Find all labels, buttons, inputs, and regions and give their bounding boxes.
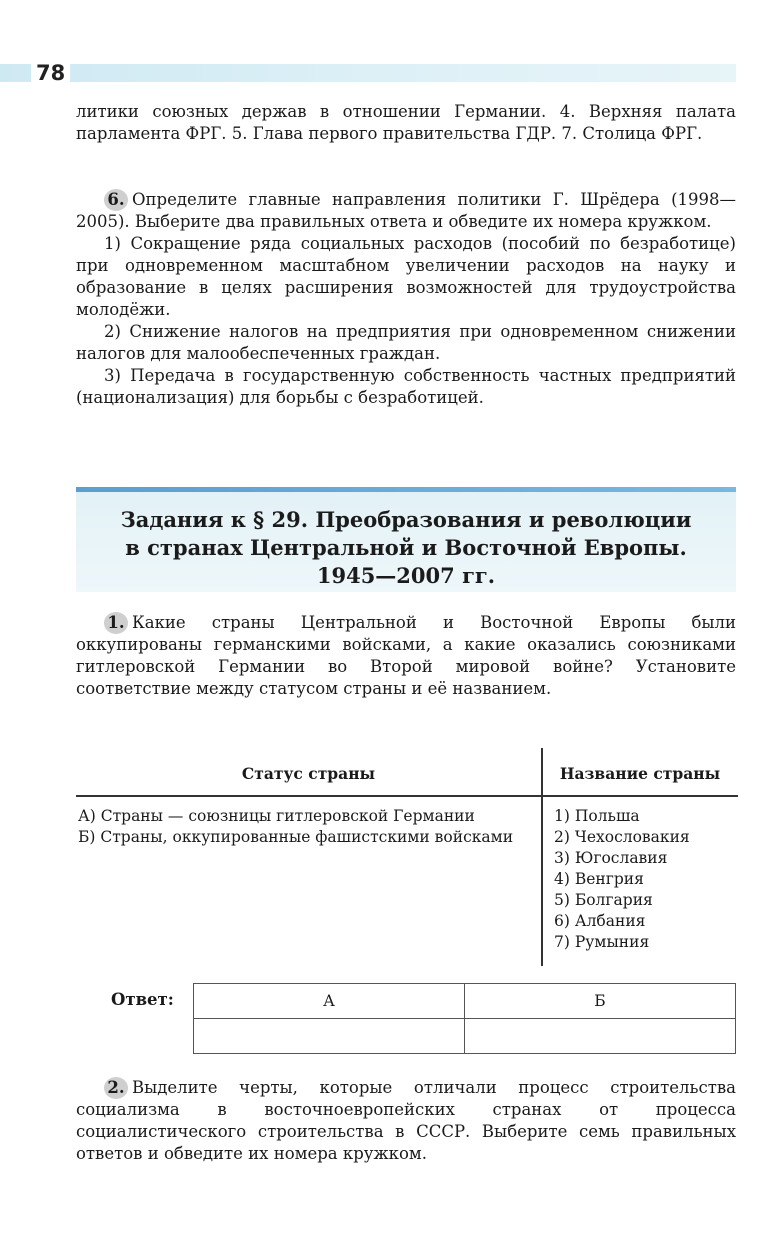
table-header-status: Статус страны [241,764,376,783]
task-2-number: 2. [104,1077,128,1099]
task-2-question [76,1077,736,1165]
status-item-b: Б) Страны, оккупированные фашистскими войсками [78,828,514,846]
task-6-option-1: 1) Сокращение ряда социальных расходов (пособий по безработице) при одновременном масштабном увеличении расходов на науку и образование в целях расширения возможностей для трудоустройства молодёжи. [76,234,736,319]
country-item: 3) Югославия [554,849,668,867]
country-list [554,806,734,953]
status-list [78,806,523,848]
country-item: 4) Венгрия [554,870,644,888]
task-6-number: 6. [104,189,128,211]
task-6-question-text: Определите главные направления политики Г. Шрёдера (1998—2005). Выберите два правильных ответа и обведите их номера кружком. [76,190,736,231]
answer-column-b-header: Б [465,984,736,1019]
task-6-question [76,189,736,233]
answer-label: Ответ: [111,990,174,1009]
section-title-line-3: 1945—2007 гг. [316,563,496,588]
section-divider [76,487,736,492]
task-1-question-text: Какие страны Центральной и Восточной Европы были оккупированы германскими войсками, а какие оказались союзниками гитлеровской Германии во Второй мировой войне? Установите соответствие между статусом страны и её названием. [76,613,736,698]
page-number: 78 [31,60,70,86]
answer-cell-b[interactable] [465,1019,736,1054]
table-header-country: Название страны [559,764,721,783]
task-6-option-3: 3) Передача в государственную собственность частных предприятий (национализация) для борьбы с безработицей. [76,366,736,407]
task-2 [76,1077,736,1165]
task-6-option-2: 2) Снижение налогов на предприятия при одновременном снижении налогов для малообеспеченных граждан. [76,322,736,363]
country-item: 7) Румыния [554,933,650,951]
answer-column-a-header: А [194,984,465,1019]
country-item: 5) Болгария [554,891,653,909]
task-1-number: 1. [104,612,128,634]
task-6 [76,189,736,409]
matching-table [76,748,738,966]
answer-cell-a[interactable] [194,1019,465,1054]
task-1 [76,612,736,700]
page-header-band [0,64,736,82]
country-item: 1) Польша [554,807,640,825]
section-title-line-2: в странах Центральной и Восточной Европы. [125,535,687,560]
task-2-question-text: Выделите черты, которые отличали процесс строительства социализма в восточноевропейских странах от процесса социалистического строительства в СССР. Выберите семь правильных ответов и обведите их номера кружком. [76,1078,736,1163]
table-header-rule [76,795,738,797]
intro-paragraph: литики союзных держав в отношении Германии. 4. Верхняя палата парламента ФРГ. 5. Глава первого правительства ГДР. 7. Столица ФРГ. [76,102,736,143]
answer-table [193,983,736,1054]
task-1-question [76,612,736,700]
intro-paragraph-block [76,101,736,145]
country-item: 2) Чехословакия [554,828,690,846]
section-title [76,506,736,590]
country-item: 6) Албания [554,912,646,930]
status-item-a: А) Страны — союзницы гитлеровской Германии [78,807,475,825]
section-title-line-1: Задания к § 29. Преобразования и революции [120,507,692,532]
